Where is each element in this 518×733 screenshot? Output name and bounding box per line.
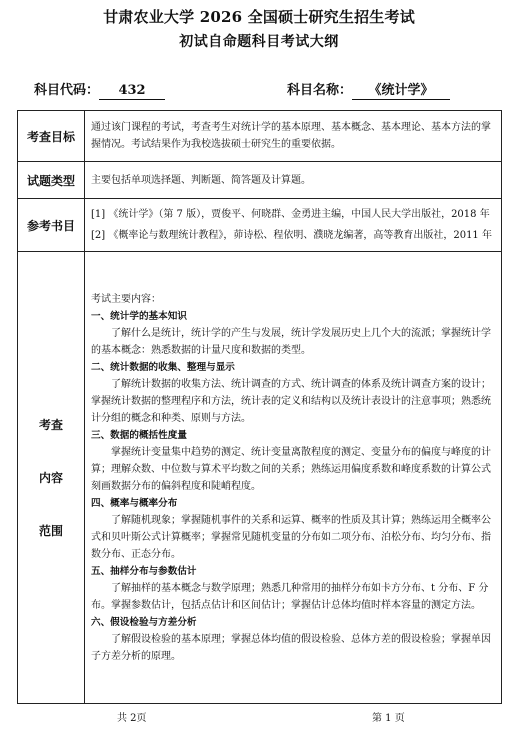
scope-label bbox=[18, 252, 85, 704]
page-subtitle: 初试自命题科目考试大纲 bbox=[179, 34, 339, 50]
section-text: 了解什么是统计，统计学的产生与发展，统计学发展历史上几个大的流派；掌握统计学的基本概念：熟悉数据的计量尺度和数据的类型。 bbox=[91, 327, 491, 356]
section-heading: 三、数据的概括性度量 bbox=[91, 429, 187, 441]
scope-label-line: 范围 bbox=[38, 524, 63, 538]
page-number: 第 1 页 bbox=[372, 713, 405, 724]
subject-code-label: 科目代码： bbox=[34, 83, 100, 98]
scope-intro: 考试主要内容： bbox=[91, 293, 161, 305]
section-heading: 四、概率与概率分布 bbox=[91, 497, 178, 509]
section-heading: 二、统计数据的收集、整理与显示 bbox=[91, 361, 235, 373]
section-text: 了解统计数据的收集方法、统计调查的方式、统计调查的体系及统计调查方案的设计；掌握统计数据的整理程序和方法，统计表的定义和结构以及统计表设计的注意事项；熟悉统计分组的概念和种类、原则与方法。 bbox=[91, 378, 491, 424]
section-heading: 五、抽样分布与参数估计 bbox=[91, 565, 197, 577]
table-row bbox=[18, 252, 502, 704]
ref-label: 参考书目 bbox=[18, 199, 85, 252]
scope-label-line: 内容 bbox=[38, 471, 63, 485]
section-text: 了解假设检验的基本原理；掌握总体均值的假设检验、总体方差的假设检验；掌握单因子方差分析的原理。 bbox=[91, 633, 491, 662]
total-pages: 共 2页 bbox=[117, 713, 147, 724]
section-text: 了解随机现象；掌握随机事件的关系和运算、概率的性质及其计算；熟练运用全概率公式和贝叶斯公式计算概率；掌握常见随机变量的分布如二项分布、泊松分布、均匀分布、指数分布、正态分布。 bbox=[91, 514, 491, 560]
table-row bbox=[18, 199, 502, 252]
page-title: 甘肃农业大学 2026 全国硕士研究生招生考试 bbox=[103, 8, 415, 26]
type-text: 主要包括单项选择题、判断题、简答题及计算题。 bbox=[85, 162, 502, 199]
table-row bbox=[18, 111, 502, 162]
section-heading: 一、统计学的基本知识 bbox=[91, 310, 187, 322]
subject-name-label: 科目名称： bbox=[287, 83, 353, 98]
subject-name bbox=[287, 79, 450, 100]
ref-item: [1] 《统计学》（第 7 版），贾俊平、何晓群、金勇进主编，中国人民大学出版社，2018 年 bbox=[91, 209, 490, 220]
section-text: 了解抽样的基本概念与数学原理；熟悉几种常用的抽样分布如卡方分布、t 分布、F 分布。掌握参数估计，包括点估计和区间估计；掌握估计总体均值时样本容量的测定方法。 bbox=[91, 582, 489, 611]
scope-label-line: 考查 bbox=[38, 418, 63, 432]
table-row bbox=[18, 162, 502, 199]
section-heading: 六、假设检验与方差分析 bbox=[91, 616, 197, 628]
ref-list bbox=[85, 199, 502, 252]
ref-item: [2] 《概率论与数理统计教程》，茆诗松、程依明、濮晓龙编著，高等教育出版社，2011 年 bbox=[91, 230, 492, 241]
subject-code bbox=[34, 79, 165, 100]
type-label: 试题类型 bbox=[18, 162, 85, 199]
scope-content bbox=[85, 252, 502, 704]
subject-code-value: 432 bbox=[99, 83, 165, 100]
syllabus-table bbox=[17, 110, 502, 704]
section-text: 掌握统计变量集中趋势的测定、统计变量离散程度的测定、变量分布的偏度与峰度的计算；理解众数、中位数与算术平均数之间的关系；熟练运用偏度系数和峰度系数的计算公式刻画数据分布的偏斜程度和陡峭程度。 bbox=[91, 446, 491, 492]
subject-name-value: 《统计学》 bbox=[352, 79, 450, 100]
goal-text: 通过该门课程的考试，考查考生对统计学的基本原理、基本概念、基本理论、基本方法的掌握情况。考试结果作为我校选拔硕士研究生的重要依据。 bbox=[85, 111, 502, 162]
goal-label: 考查目标 bbox=[18, 111, 85, 162]
